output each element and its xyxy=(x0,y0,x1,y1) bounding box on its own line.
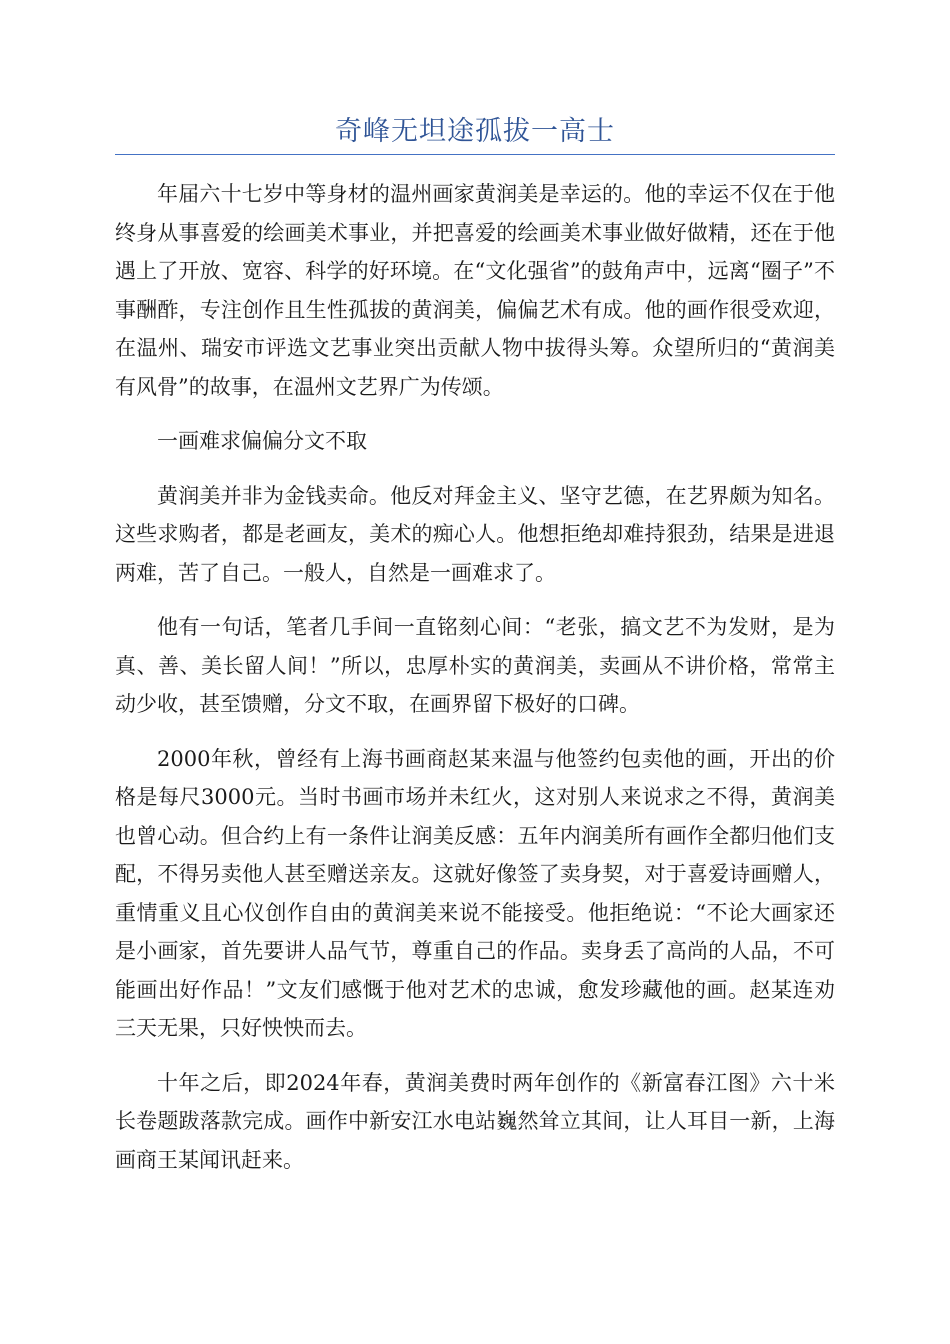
paragraph: 十年之后，即2024年春，黄润美费时两年创作的《新富春江图》六十米长卷题跋落款完成。画作中新安江水电站巍然耸立其间，让人耳目一新，上海画商王某闻讯赶来。 xyxy=(115,1070,835,1172)
section-heading: 一画难求偏偏分文不取 xyxy=(157,429,367,453)
paragraph: 他有一句话，笔者几手间一直铭刻心间：“老张，搞文艺不为发财，是为真、善、美长留人间！”所以，忠厚朴实的黄润美，卖画从不讲价格，常常主动少收，甚至馈赠，分文不取，在画界留下极好的口碑。 xyxy=(115,615,835,716)
paragraph: 年届六十七岁中等身材的温州画家黄润美是幸运的。他的幸运不仅在于他终身从事喜爱的绘画美术事业，并把喜爱的绘画美术事业做好做精，还在于他遇上了开放、宽容、科学的好环境。在“文化强省”的鼓角声中，远离“圈子”不事酬酢，专注创作且生性孤拔的黄润美，偏偏艺术有成。他的画作很受欢迎，在温州、瑞安市评选文艺事业突出贡献人物中拔得头筹。众望所归的“黄润美有风骨”的故事，在温州文艺界广为传颂。 xyxy=(115,182,835,399)
title-underline xyxy=(115,154,835,155)
document-body xyxy=(115,175,835,1195)
document-title: 奇峰无坦途孤拔一高士 xyxy=(335,116,615,147)
paragraph: 2000年秋，曾经有上海书画商赵某来温与他签约包卖他的画，开出的价格是每尺3000元。当时书画市场并未红火，这对别人来说求之不得，黄润美也曾心动。但合约上有一条件让润美反感：五年内润美所有画作全都归他们支配，不得另卖他人甚至赠送亲友。这就好像签了卖身契，对于喜爱诗画赠人，重情重义且心仪创作自由的黄润美来说不能接受。他拒绝说：“不论大画家还是小画家，首先要讲人品气节，尊重自己的作品。卖身丢了高尚的人品，不可能画出好作品！”文友们感慨于他对艺术的忠诚，愈发珍藏他的画。赵某连劝三天无果，只好怏怏而去。 xyxy=(115,746,835,1040)
paragraph: 黄润美并非为金钱卖命。他反对拜金主义、坚守艺德，在艺界颇为知名。这些求购者，都是老画友，美术的痴心人。他想拒绝却难持狠劲，结果是进退两难，苦了自己。一般人，自然是一画难求了。 xyxy=(115,483,835,585)
